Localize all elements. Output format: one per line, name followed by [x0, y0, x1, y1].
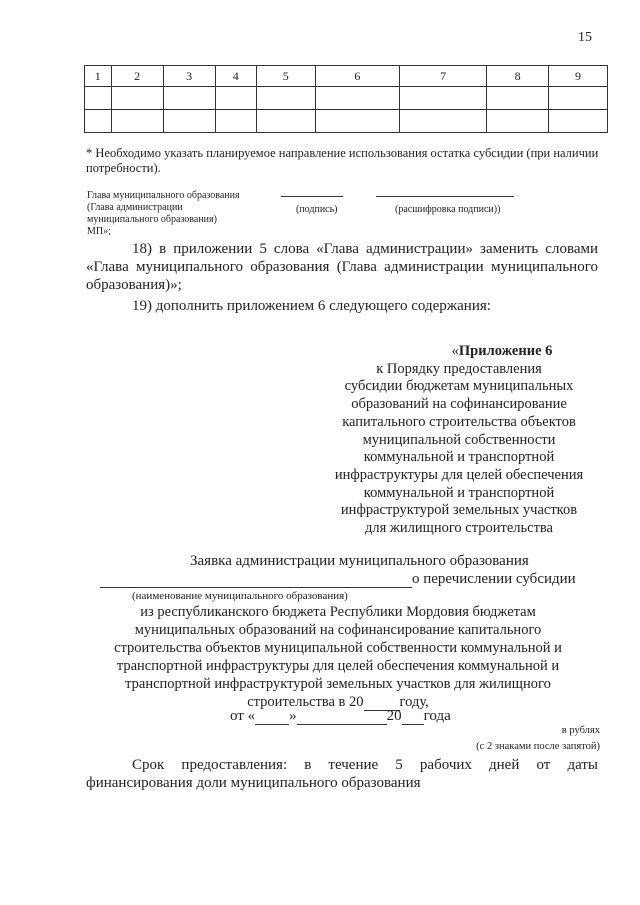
municipality-name-caption: (наименование муниципального образования) — [132, 590, 348, 602]
date-line — [230, 708, 451, 725]
appendix-line: к Порядку предоставления — [376, 360, 542, 377]
table-header-cell: 5 — [256, 66, 315, 87]
table-cell — [215, 110, 256, 133]
table-header-cell: 7 — [400, 66, 487, 87]
date-quote: » — [289, 708, 297, 724]
table-row — [85, 87, 608, 110]
signature-label-line: муниципального образования) — [87, 214, 217, 225]
form-body-line: муниципальных образований на софинансирование капитального — [134, 622, 542, 638]
table-cell — [85, 87, 112, 110]
table-header-cell: 6 — [315, 66, 399, 87]
appendix-line: инфраструктурой земельных участков — [340, 502, 578, 519]
form-title-suffix: о перечислении субсидии — [412, 571, 576, 587]
table-row — [85, 110, 608, 133]
table-cell — [256, 87, 315, 110]
day-blank — [255, 711, 289, 725]
appendix-line: коммунальной и транспортной — [363, 484, 555, 501]
appendix-line: для жилищного строительства — [364, 520, 553, 537]
date-year-blank — [402, 711, 424, 725]
appendix-line: субсидии бюджетам муниципальных — [344, 378, 574, 395]
table-cell — [111, 87, 163, 110]
signature-caption: (подпись) — [296, 204, 338, 215]
year-prefix: строительства в 20 — [247, 694, 364, 710]
appendix-heading — [318, 343, 600, 538]
item-19-paragraph: 19) дополнить приложением 6 следующего содержания: — [132, 298, 491, 314]
date-from: от « — [230, 708, 256, 724]
term-paragraph: Срок предоставления: в течение 5 рабочих дней от даты — [132, 757, 598, 773]
table-header-cell: 9 — [549, 66, 608, 87]
year-suffix: году, — [399, 694, 429, 710]
table-cell — [163, 110, 215, 133]
signature-label-line: Глава муниципального образования — [87, 190, 240, 201]
appendix-line: коммунальной и транспортной — [363, 449, 555, 466]
page-number: 15 — [578, 30, 592, 45]
municipality-name-row — [100, 571, 602, 588]
form-body-line: из республиканского бюджета Республики Мордовия бюджетам — [140, 604, 536, 620]
table-cell — [111, 110, 163, 133]
signature-label — [87, 190, 287, 238]
date-century: 20 — [386, 708, 402, 724]
item-18-paragraph: 18) в приложении 5 слова «Глава администрации» заменить словами «Глава муниципального образования (Глава администрации муниципального образования)»; — [86, 241, 598, 293]
table-cell — [400, 110, 487, 133]
appendix-line: образований на софинансирование — [351, 396, 567, 413]
footnote: * Необходимо указать планируемое направление использования остатка субсидии (при наличии потребности). — [86, 146, 599, 175]
form-body — [108, 603, 568, 711]
table-header-cell: 3 — [163, 66, 215, 87]
appendix-title-line — [318, 343, 600, 361]
table-cell — [315, 110, 399, 133]
signature-label-line: МП»; — [87, 226, 111, 237]
decoding-caption: (расшифровка подписи)) — [395, 204, 501, 215]
table-cell — [400, 87, 487, 110]
appendix-line: инфраструктуры для целей обеспечения — [334, 466, 584, 483]
term-paragraph-continued: финансирования доли муниципального образования — [86, 775, 421, 791]
table-cell — [487, 87, 549, 110]
appendix-line: муниципальной собственности — [362, 431, 556, 448]
table-cell — [549, 110, 608, 133]
table-cell — [487, 110, 549, 133]
decoding-line — [376, 196, 514, 197]
units-line: в рублях — [561, 725, 600, 736]
table-header-cell: 8 — [487, 66, 549, 87]
units-precision: (с 2 знаками после запятой) — [476, 741, 600, 752]
signature-line — [281, 196, 343, 197]
date-year-label: года — [423, 708, 451, 724]
table-cell — [315, 87, 399, 110]
table-cell — [215, 87, 256, 110]
table-cell — [549, 87, 608, 110]
appendix-line: капитального строительства объектов — [342, 413, 576, 430]
table-header-cell: 1 — [85, 66, 112, 87]
table-cell — [163, 87, 215, 110]
table-header-row — [85, 66, 608, 87]
municipality-name-blank — [100, 573, 412, 588]
appendix-quote: « — [451, 343, 459, 359]
signature-label-line: (Глава администрации — [87, 202, 183, 213]
data-table — [84, 65, 608, 133]
form-body-line: транспортной инфраструктурой земельных участков для жилищного — [125, 676, 551, 692]
table-cell — [256, 110, 315, 133]
appendix-title: Приложение 6 — [458, 343, 553, 359]
form-body-line: строительства объектов муниципальной собственности коммунальной и — [114, 640, 562, 656]
form-body-line: транспортной инфраструктуры для целей обеспечения коммунальной и — [116, 658, 560, 674]
units-note — [476, 723, 600, 755]
month-blank — [297, 711, 387, 725]
table-cell — [85, 110, 112, 133]
form-title: Заявка администрации муниципального образования — [190, 553, 529, 569]
table-header-cell: 2 — [111, 66, 163, 87]
table-header-cell: 4 — [215, 66, 256, 87]
